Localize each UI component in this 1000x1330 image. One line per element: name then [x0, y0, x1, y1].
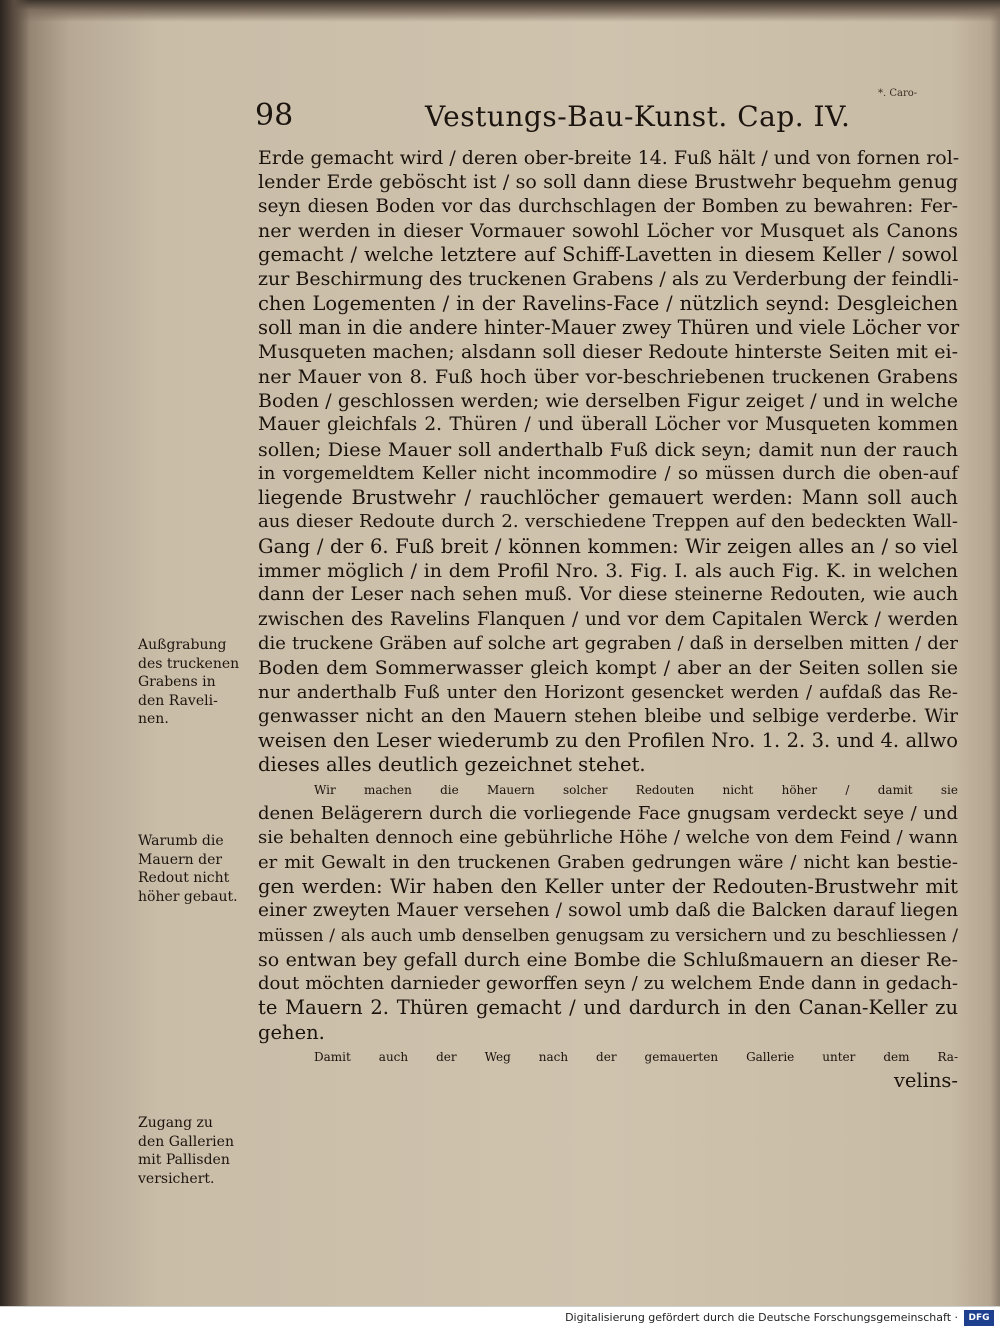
- text-line: aus dieser Redoute durch 2. verschiedene Treppen auf den bedeckten Wall-: [258, 511, 958, 533]
- text-line: gehen.: [258, 1020, 325, 1044]
- text-line: Musqueten machen; alsdann soll dieser Redoute hinterste Seiten mit ei-: [258, 341, 958, 364]
- text-line: in vorgemeldtem Keller nicht incommodire / so müssen durch die oben-auf: [258, 462, 958, 484]
- margin-note-line: Außgrabung: [138, 637, 227, 653]
- text-line: dout möchten darnieder geworffen seyn / zu welchem Ende dann in gedach-: [258, 973, 958, 995]
- page-number: 98: [255, 98, 294, 133]
- page-header: [255, 98, 955, 138]
- corner-mark: *. Caro-: [878, 88, 918, 99]
- text-line: Gang / der 6. Fuß breit / können kommen: Wir zeigen alles an / so viel: [258, 534, 958, 558]
- text-line: Damit auch der Weg nach der gemauerten Gallerie unter dem Ra-: [314, 1049, 958, 1064]
- footer-credit: Digitalisierung gefördert durch die Deutsche Forschungsgemeinschaft ·: [565, 1311, 958, 1324]
- text-line: Wir machen die Mauern solcher Redouten nicht höher / damit sie: [314, 782, 958, 797]
- page-top-edge: [0, 0, 1000, 22]
- text-line: dann der Leser nach sehen muß. Vor diese steinerne Redouten, wie auch: [258, 584, 958, 606]
- text-line: immer möglich / in dem Profil Nro. 3. Fig. I. als auch Fig. K. in welchen: [258, 560, 958, 583]
- margin-note-line: Mauern der: [138, 851, 223, 868]
- text-line: ner werden in dieser Vormauer sowohl Löcher vor Musquet als Canons: [258, 219, 958, 242]
- dfg-logo: DFG: [964, 1310, 994, 1326]
- text-line: einer zweyten Mauer versehen / sowol umb daß die Balcken darauf liegen: [258, 900, 958, 922]
- margin-note-line: Redout nicht: [138, 870, 230, 886]
- text-line: so entwan bey gefall durch eine Bombe die Schlußmauern an dieser Re-: [258, 948, 958, 971]
- text-line: gen werden: Wir haben den Keller unter der Redouten-Brustwehr mit: [258, 874, 958, 898]
- text-line: soll man in die andere hinter-Mauer zwey Thüren und viele Löcher vor: [258, 316, 960, 340]
- text-line: nur anderthalb Fuß unter den Horizont gesencket werden / aufdaß das Re-: [258, 681, 958, 703]
- text-line: weisen den Leser wiederumb zu den Profilen Nro. 1. 2. 3. und 4. allwo: [258, 729, 958, 753]
- margin-note-line: den Raveli-: [138, 692, 218, 709]
- digitization-footer: [0, 1306, 1000, 1330]
- text-line: dieses alles deutlich gezeichnet stehet.: [258, 753, 646, 777]
- text-line: Boden / geschlossen werden; wie derselben Figur zeiget / und in welche: [258, 389, 958, 412]
- margin-note-line: nen.: [138, 711, 169, 727]
- text-line: chen Logementen / in der Ravelins-Face / nützlich seynd: Desgleichen: [258, 291, 958, 315]
- text-line: Erde gemacht wird / deren ober-breite 14. Fuß hält / und von fornen rol-: [258, 147, 960, 169]
- text-line: sollen; Diese Mauer soll anderthalb Fuß dick seyn; damit nun der rauch: [258, 438, 958, 461]
- text-line: ner Mauer von 8. Fuß hoch über vor-beschriebenen truckenen Grabens: [258, 365, 958, 388]
- text-line: genwasser nicht an den Mauern stehen bleibe und selbige verderbe. Wir: [258, 705, 958, 727]
- text-line: er mit Gewalt in den truckenen Graben gedrungen wäre / nicht kan bestie-: [258, 851, 958, 873]
- running-title: Vestungs-Bau-Kunst. Cap. IV.: [425, 100, 851, 133]
- text-line: lender Erde geböscht ist / so soll dann diese Brustwehr bequehm genug: [258, 171, 958, 194]
- margin-note-line: Warumb die: [138, 833, 224, 849]
- text-line: Mauer gleichfals 2. Thüren / und überall Löcher vor Musqueten kommen: [258, 414, 958, 436]
- text-line: Boden dem Sommerwasser gleich kompt / aber an der Seiten sollen sie: [258, 657, 958, 680]
- margin-note-excavation: [138, 636, 256, 729]
- margin-note-line: höher gebaut.: [138, 888, 238, 905]
- margin-note-wall-height: [138, 832, 256, 906]
- body-text: [258, 146, 958, 1094]
- margin-note-line: Zugang zu: [138, 1115, 213, 1131]
- book-gutter: [0, 0, 30, 1329]
- margin-note-line: den Gallerien: [138, 1133, 234, 1150]
- text-line: liegende Brustwehr / rauchlöcher gemauert werden: Mann soll auch: [258, 486, 958, 510]
- margin-note-line: Grabens in: [138, 674, 216, 690]
- margin-note-line: versichert.: [138, 1170, 215, 1187]
- text-line: seyn diesen Boden vor das durchschlagen der Bomben zu bewahren: Fer-: [258, 195, 958, 217]
- text-line: gemacht / welche letztere auf Schiff-Lavetten in diesem Keller / sowol: [258, 243, 958, 267]
- text-line: te Mauern 2. Thüren gemacht / und dardurch in den Canan-Keller zu: [258, 996, 958, 1020]
- margin-note-line: mit Pallisden: [138, 1152, 230, 1168]
- text-line: zur Beschirmung des truckenen Grabens / als zu Verderbung der feindli-: [258, 268, 959, 291]
- text-line: die truckene Gräben auf solche art gegraben / daß in derselben mitten / der: [258, 632, 958, 654]
- text-line: müssen / als auch umb denselben genugsam zu versichern und zu beschliessen /: [258, 925, 958, 946]
- text-line: sie behalten dennoch eine gebührliche Höhe / welche von dem Feind / wann: [258, 827, 958, 849]
- text-line: denen Belägerern durch die vorliegende Face gnugsam verdeckt seye / und: [258, 803, 958, 825]
- margin-note-line: des truckenen: [138, 655, 240, 672]
- margin-note-gallery-access: [138, 1114, 256, 1188]
- text-line: zwischen des Ravelins Flanquen / und vor dem Capitalen Werck / werden: [258, 608, 958, 630]
- catchword: velins-: [893, 1069, 958, 1093]
